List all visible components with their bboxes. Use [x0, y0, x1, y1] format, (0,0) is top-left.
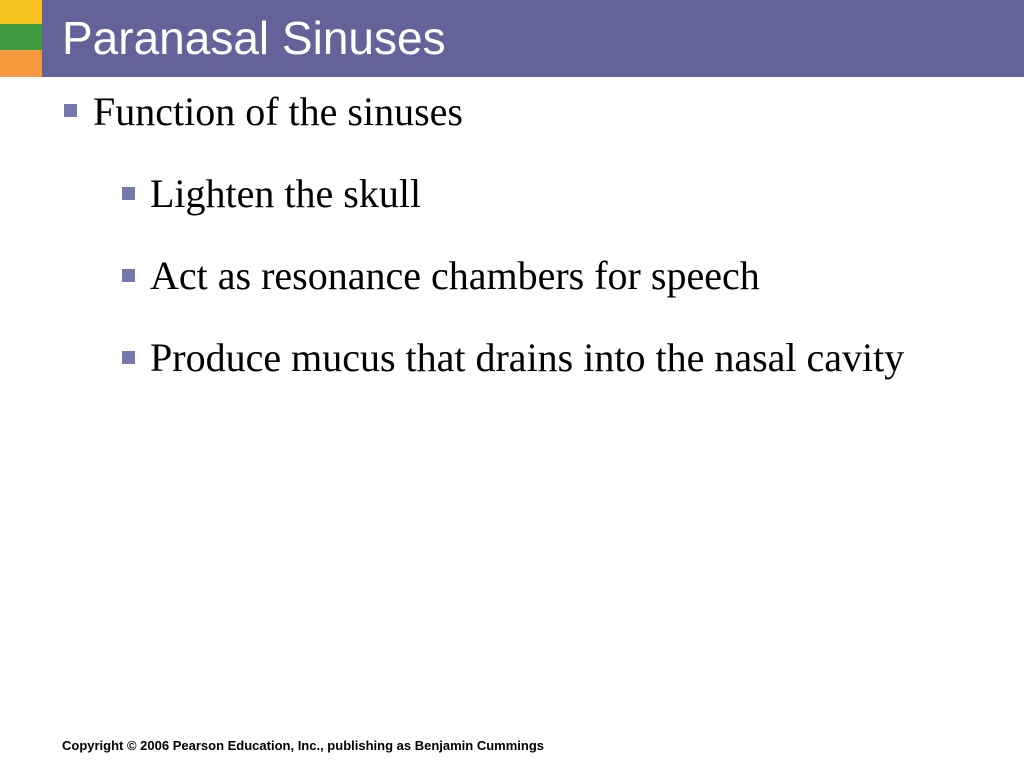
sub-bullet-resonance-chambers — [122, 250, 922, 302]
square-bullet-icon — [122, 187, 135, 200]
sub-bullet-text: Produce mucus that drains into the nasal cavity — [150, 335, 905, 380]
copyright-footer: Copyright © 2006 Pearson Education, Inc., publishing as Benjamin Cummings — [62, 738, 544, 753]
square-bullet-icon — [122, 351, 135, 364]
sub-bullet-produce-mucus — [122, 332, 922, 384]
sub-bullet-text: Lighten the skull — [150, 171, 422, 216]
slide-title: Paranasal Sinuses — [62, 12, 446, 64]
square-bullet-icon — [122, 269, 135, 282]
sub-bullet-text: Act as resonance chambers for speech — [150, 253, 760, 298]
bullet-text: Function of the sinuses — [93, 89, 463, 134]
square-bullet-icon — [64, 104, 77, 117]
sub-bullet-lighten-skull — [122, 168, 922, 220]
bullet-function-of-sinuses — [64, 88, 964, 136]
